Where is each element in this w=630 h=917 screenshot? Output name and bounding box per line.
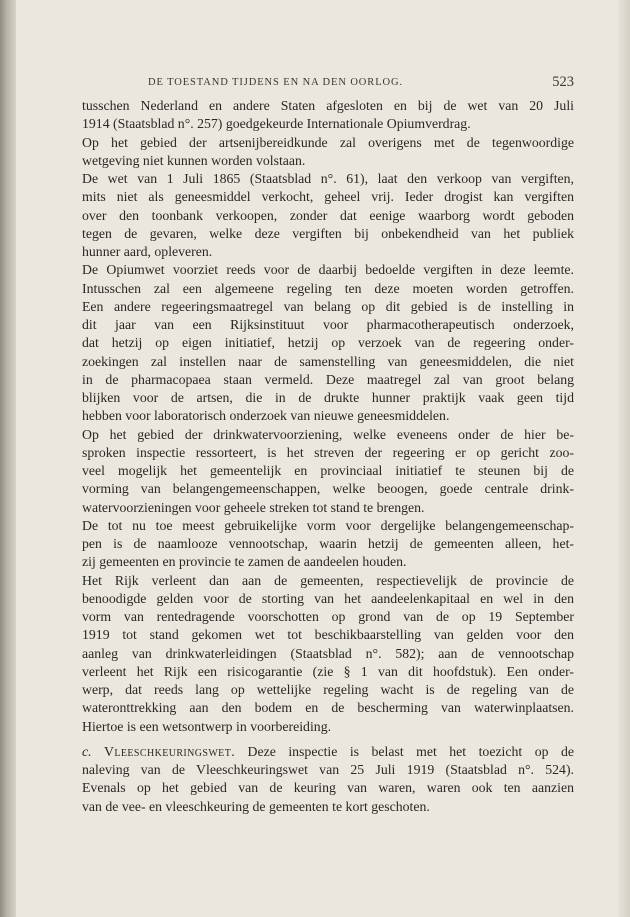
text-line: van de vee- en vleeschkeuring de gemeenten te kort geschoten. — [82, 798, 430, 814]
running-head: DE TOESTAND TIJDENS EN NA DEN OORLOG. — [148, 77, 403, 88]
text-line: 1914 (Staatsblad n°. 257) goedgekeurde Internationale Opiumverdrag. — [82, 116, 471, 132]
text-line: De wet van 1 Juli 1865 (Staatsblad n°. 61), laat den verkoop van vergiften, — [82, 171, 574, 186]
text-line: wetgeving niet kunnen worden volstaan. — [82, 152, 306, 168]
paragraph — [82, 426, 574, 517]
text-line: blijken voor de artsen, die in de drukte hunner praktijk vaak geen tijd — [82, 390, 574, 405]
text-line: tegen de gevaren, welke deze vergiften bij onbekendheid van het publiek — [82, 225, 574, 241]
text-line: Evenals op het gebied van de keuring van waren, waren ook ten aanzien — [82, 780, 574, 796]
page-header — [82, 74, 574, 92]
paragraph — [82, 134, 574, 171]
text-line: benoodigde gelden voor de storting van het aandeelenkapitaal en wel in den — [82, 590, 574, 606]
text-line: verleent het Rijk een risicogarantie (zie § 1 van dit hoofdstuk). Een onder- — [82, 663, 574, 679]
text-line: aanleg van drinkwaterleidingen (Staatsblad n°. 582); aan de vennootschap — [82, 645, 574, 661]
text-line: vorm van rentedragende voorschotten op grond van de op 19 September — [82, 609, 574, 624]
section-letter: c. — [82, 743, 105, 759]
section-spacer — [82, 736, 574, 743]
paragraph — [82, 170, 574, 261]
text-line: zoekingen zal instellen naar de samenstelling van geneesmiddelen, die niet — [82, 353, 574, 369]
section-heading: Vleeschkeuringswet. — [104, 743, 236, 759]
text-line: Op het gebied der drinkwatervoorziening, welke eveneens onder de hier be- — [82, 426, 574, 442]
page-number: 523 — [552, 74, 574, 90]
text-line: De tot nu toe meest gebruikelijke vorm voor dergelijke belangengemeenschap- — [82, 517, 574, 533]
text-line — [82, 743, 574, 761]
text-line: dit jaar van een Rijksinstituut voor pharmacotherapeutisch onderzoek, — [82, 317, 574, 332]
text-line: over den toonbank verkoopen, zonder dat eenige waarborg wordt geboden — [82, 207, 574, 223]
text-line: hunner aard, opleveren. — [82, 244, 213, 259]
text-line: pen is de naamlooze vennootschap, waarin hetzij de gemeenten alleen, het- — [82, 536, 574, 551]
text-line: Het Rijk verleent dan aan de gemeenten, respectievelijk de provincie de — [82, 572, 574, 588]
text-line: Hiertoe is een wetsontwerp in voorbereiding. — [82, 718, 332, 734]
text-line: De Opiumwet voorziet reeds voor de daarbij bedoelde vergiften in deze leemte. — [82, 262, 574, 278]
text-line: naleving van de Vleeschkeuringswet van 25 Juli 1919 (Staatsblad n°. 524). — [82, 762, 574, 777]
section-c-paragraph — [82, 743, 574, 816]
text-line: Intusschen zal een algemeene regeling ten deze moeten worden getroffen. — [82, 280, 574, 296]
text-line: in de pharmacopaea staan vermeld. Deze maatregel zal van groot belang — [82, 371, 574, 387]
paragraph — [82, 572, 574, 736]
text-line: hebben voor laboratorisch onderzoek van nieuwe geneesmiddelen. — [82, 408, 450, 424]
text-line: Op het gebied der artsenijbereidkunde zal overigens met de tegenwoordige — [82, 134, 574, 150]
paragraph — [82, 517, 574, 572]
paragraph — [82, 97, 574, 134]
text-line: tusschen Nederland en andere Staten afgesloten en bij de wet van 20 Juli — [82, 98, 574, 113]
text-line: dat hetzij op eigen initiatief, hetzij op verzoek van de regeering onder- — [82, 335, 574, 351]
text-line: zij gemeenten en provincie te zamen de aandeelen houden. — [82, 554, 407, 570]
text-line: mits niet als geneesmiddel verkocht, geheel vrij. Ieder drogist kan vergiften — [82, 189, 574, 205]
section-first-line-text: Deze inspectie is belast met het toezicht op de — [235, 743, 574, 759]
body-text — [82, 97, 574, 816]
text-line: 1919 tot stand gekomen wet tot beschikbaarstelling van gelden voor den — [82, 627, 574, 643]
text-line: vorming van belangengemeenschappen, welke beoogen, goede centrale drink- — [82, 481, 574, 497]
paragraph — [82, 261, 574, 425]
text-line: wateronttrekking aan den bodem en de bescherming van waterwinplaatsen. — [82, 700, 574, 716]
text-line: veel mogelijk het gemeentelijk en provinciaal initiatief te steunen bij de — [82, 463, 574, 478]
text-line: Een andere regeeringsmaatregel van belang op dit gebied is de instelling in — [82, 298, 574, 314]
text-line: werp, dat reeds lang op wettelijke regeling wacht is de regeling van de — [82, 682, 574, 697]
text-line: watervoorzieningen voor geheele streken tot stand te brengen. — [82, 499, 425, 515]
text-line: sproken inspectie ressorteert, is het streven der regeering er op gericht zoo- — [82, 444, 574, 460]
